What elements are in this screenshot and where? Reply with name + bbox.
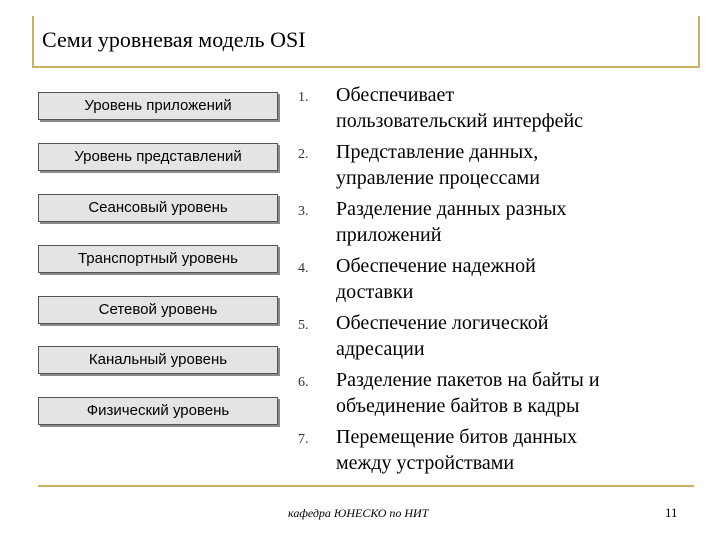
list-item-line: между устройствами — [336, 452, 515, 474]
title-underline — [32, 66, 700, 68]
layer-box-presentation: Уровень представлений — [38, 143, 278, 171]
list-item-line: Обеспечивает — [336, 84, 455, 106]
footer-caption: кафедра ЮНЕСКО по НИТ — [288, 506, 429, 520]
list-item-line: Разделение пакетов на байты и — [336, 369, 600, 391]
list-item-line: Перемещение битов данных — [336, 426, 577, 448]
list-item-line: объединение байтов в кадры — [336, 395, 580, 417]
page-number: 11 — [665, 505, 678, 520]
list-item-7 — [336, 424, 676, 476]
layer-box-transport: Транспортный уровень — [38, 245, 278, 273]
layer-box-session: Сеансовый уровень — [38, 194, 278, 222]
list-item-5 — [336, 310, 676, 362]
list-item-2 — [336, 139, 676, 191]
list-number: 2. — [298, 147, 309, 162]
title-frame-right — [698, 16, 700, 68]
list-item-line: Обеспечение логической — [336, 312, 549, 334]
list-item-line: Разделение данных разных — [336, 198, 567, 220]
layer-box-network: Сетевой уровень — [38, 296, 278, 324]
list-number: 3. — [298, 204, 309, 219]
list-item-line: приложений — [336, 224, 442, 246]
layer-box-physical: Физический уровень — [38, 397, 278, 425]
list-item-line: управление процессами — [336, 167, 540, 189]
slide-title: Семи уровневая модель OSI — [42, 27, 306, 52]
list-item-6 — [336, 367, 676, 419]
list-item-line: пользовательский интерфейс — [336, 110, 584, 132]
footer-divider — [38, 485, 694, 487]
list-item-1 — [336, 82, 676, 134]
list-item-line: доставки — [336, 281, 414, 303]
list-number: 5. — [298, 318, 309, 333]
list-item-3 — [336, 196, 676, 248]
list-item-line: Представление данных, — [336, 141, 539, 163]
title-frame-left — [32, 16, 34, 66]
layer-box-datalink: Канальный уровень — [38, 346, 278, 374]
list-item-line: Обеспечение надежной — [336, 255, 536, 277]
list-item-4 — [336, 253, 676, 305]
list-number: 7. — [298, 432, 309, 447]
list-number: 4. — [298, 261, 309, 276]
list-item-line: адресации — [336, 338, 425, 360]
list-number: 1. — [298, 90, 309, 105]
layer-box-application: Уровень приложений — [38, 92, 278, 120]
list-number: 6. — [298, 375, 309, 390]
